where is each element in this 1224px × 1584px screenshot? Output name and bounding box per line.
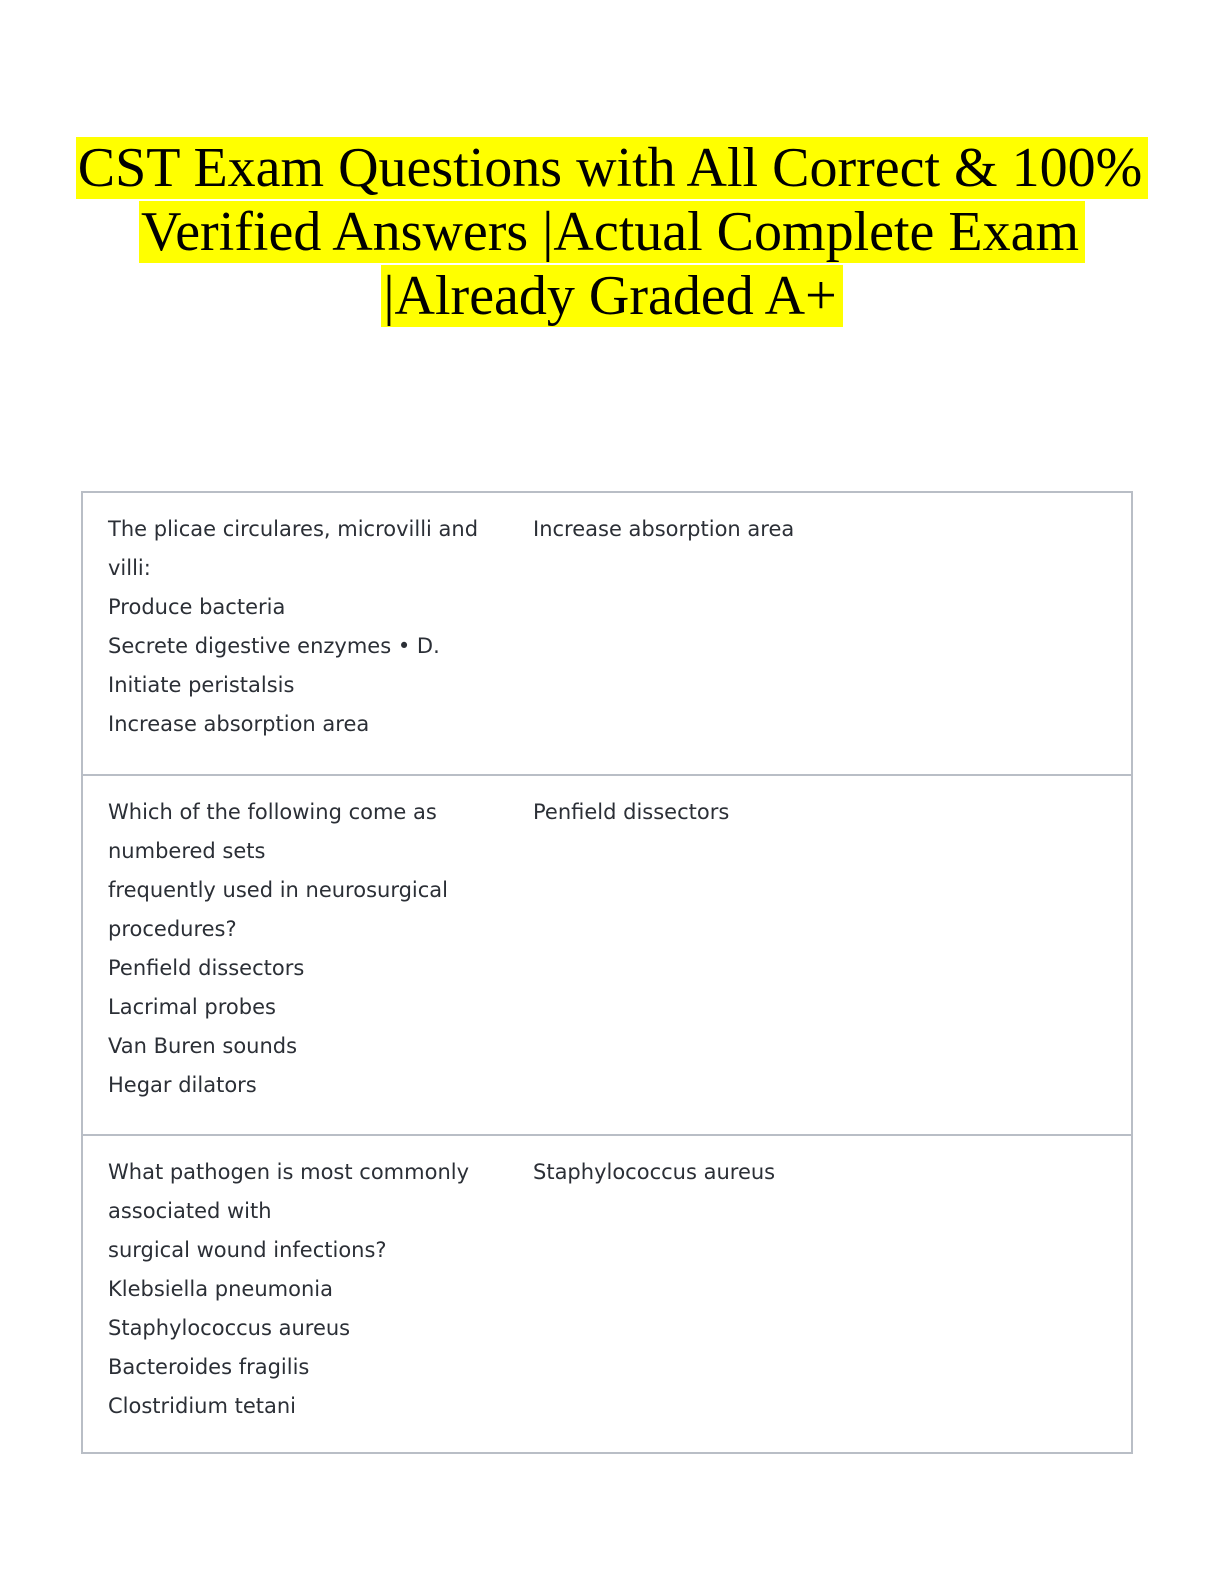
question-line: Staphylococcus aureus: [108, 1316, 351, 1340]
question-line: Increase absorption area: [108, 712, 370, 736]
question-line: Van Buren sounds: [108, 1034, 298, 1058]
answer-text: Penfield dissectors: [533, 800, 730, 824]
title-highlight: CST Exam Questions with All Correct & 100%: [76, 137, 1148, 199]
question-line: frequently used in neurosurgical: [108, 878, 449, 902]
flashcard-answer: [533, 1153, 1131, 1452]
question-line: Penfield dissectors: [108, 956, 305, 980]
answer-text: Staphylococcus aureus: [533, 1160, 776, 1184]
flashcard-question: [83, 510, 533, 774]
flashcard-row: [83, 1134, 1131, 1452]
question-line: surgical wound infections?: [108, 1238, 387, 1262]
document-title: [40, 136, 1184, 328]
question-line: Klebsiella pneumonia: [108, 1277, 333, 1301]
flashcard-question: [83, 1153, 533, 1452]
title-highlight: |Already Graded A+: [381, 265, 842, 327]
title-line-3: [40, 264, 1184, 328]
question-line: Bacteroides fragilis: [108, 1355, 310, 1379]
question-line: What pathogen is most commonly: [108, 1160, 470, 1184]
question-line: procedures?: [108, 917, 237, 941]
question-line: villi:: [108, 556, 151, 580]
question-line: Lacrimal probes: [108, 995, 276, 1019]
question-line: associated with: [108, 1199, 272, 1223]
question-line: Initiate peristalsis: [108, 673, 295, 697]
flashcard-table: [81, 491, 1133, 1454]
flashcard-answer: [533, 793, 1131, 1134]
question-line: Which of the following come as: [108, 800, 437, 824]
question-line: numbered sets: [108, 839, 266, 863]
flashcard-row: [83, 774, 1131, 1134]
question-line: Secrete digestive enzymes • D.: [108, 634, 440, 658]
title-highlight: Verified Answers |Actual Complete Exam: [139, 201, 1085, 263]
flashcard-answer: [533, 510, 1131, 774]
answer-text: Increase absorption area: [533, 517, 795, 541]
question-line: Produce bacteria: [108, 595, 286, 619]
question-line: Hegar dilators: [108, 1073, 257, 1097]
question-line: The plicae circulares, microvilli and: [108, 517, 479, 541]
question-line: Clostridium tetani: [108, 1394, 296, 1418]
flashcard-question: [83, 793, 533, 1134]
title-line-1: [40, 136, 1184, 200]
flashcard-row: [83, 493, 1131, 774]
title-line-2: [40, 200, 1184, 264]
